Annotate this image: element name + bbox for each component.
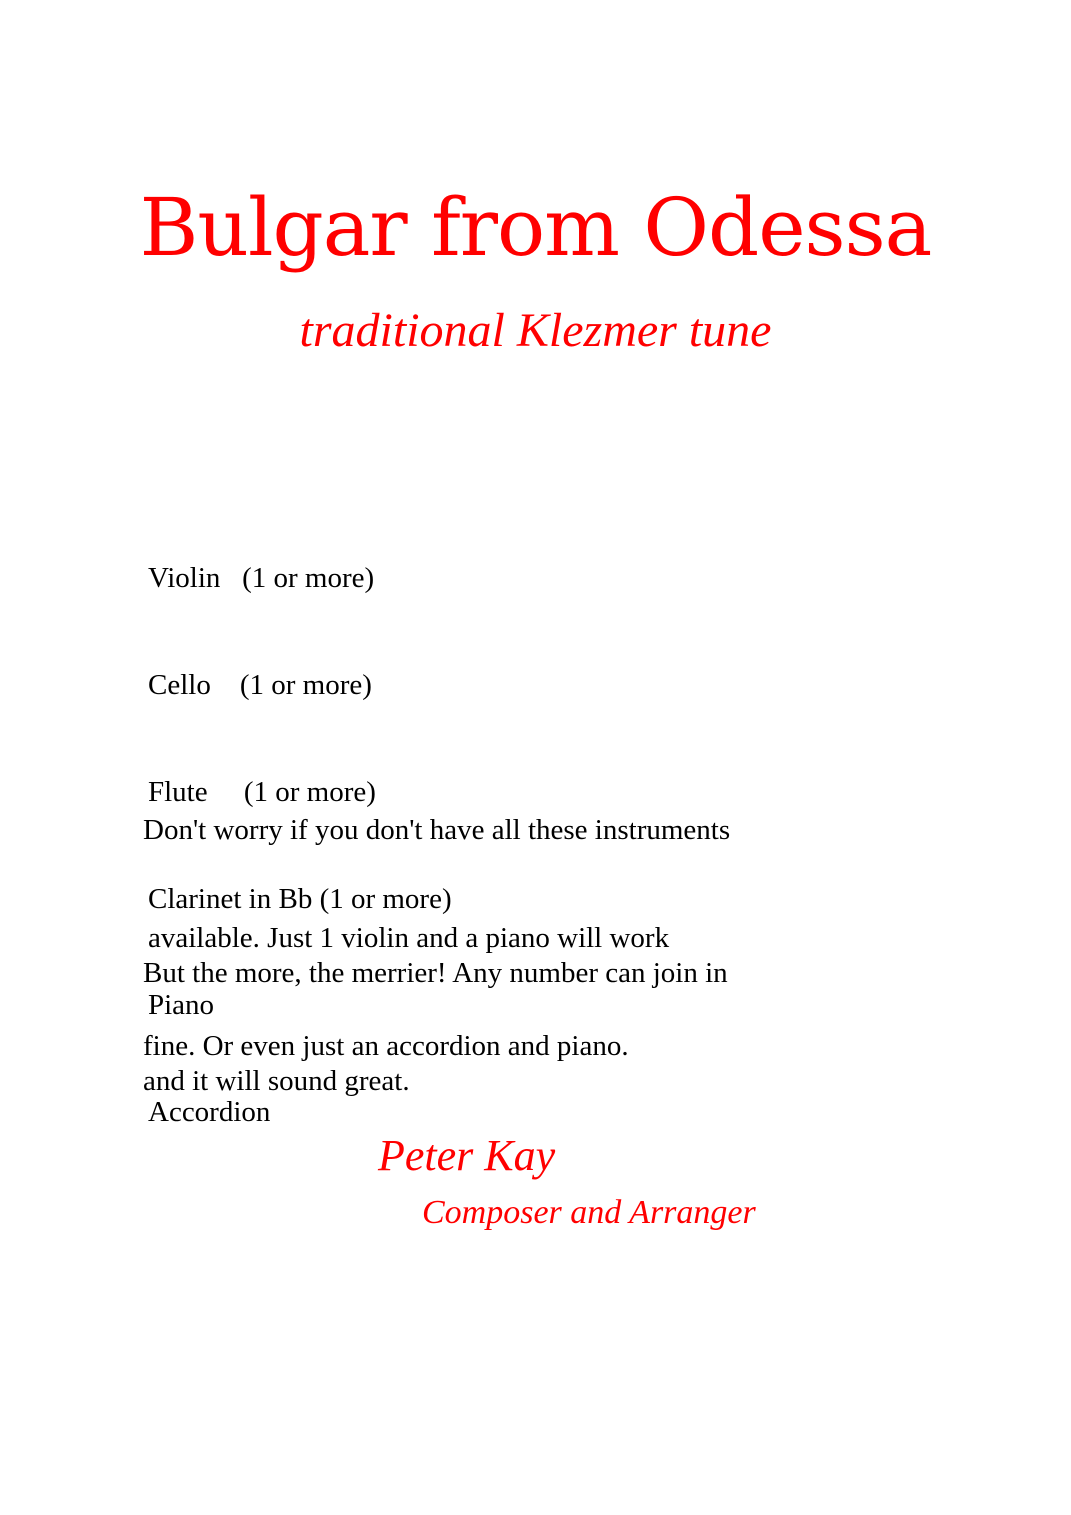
note-line: and it will sound great. — [143, 1065, 410, 1097]
page-subtitle: traditional Klezmer tune — [299, 304, 772, 357]
composer-name: Peter Kay — [378, 1131, 556, 1180]
ensemble-note — [143, 883, 728, 1171]
instrument-clarinet: Clarinet in Bb (1 or more) — [148, 882, 452, 915]
note-line: But the more, the merrier! Any number can join in — [143, 957, 728, 989]
note-line: Don't worry if you don't have all these instruments — [143, 814, 731, 846]
instrument-cello: Cello (1 or more) — [148, 668, 372, 701]
instrument-violin: Violin (1 or more) — [148, 562, 375, 595]
note-line: fine. Or even just an accordion and piano. — [143, 1030, 629, 1062]
composer-role: Composer and Arranger — [422, 1194, 756, 1231]
instrument-accordion: Accordion — [148, 1096, 271, 1129]
instrument-piano: Piano — [148, 989, 215, 1022]
page-title: Bulgar from Odessa — [139, 181, 932, 274]
note-line: available. Just 1 violin and a piano will work — [148, 922, 670, 954]
instrument-flute: Flute (1 or more) — [148, 775, 376, 808]
